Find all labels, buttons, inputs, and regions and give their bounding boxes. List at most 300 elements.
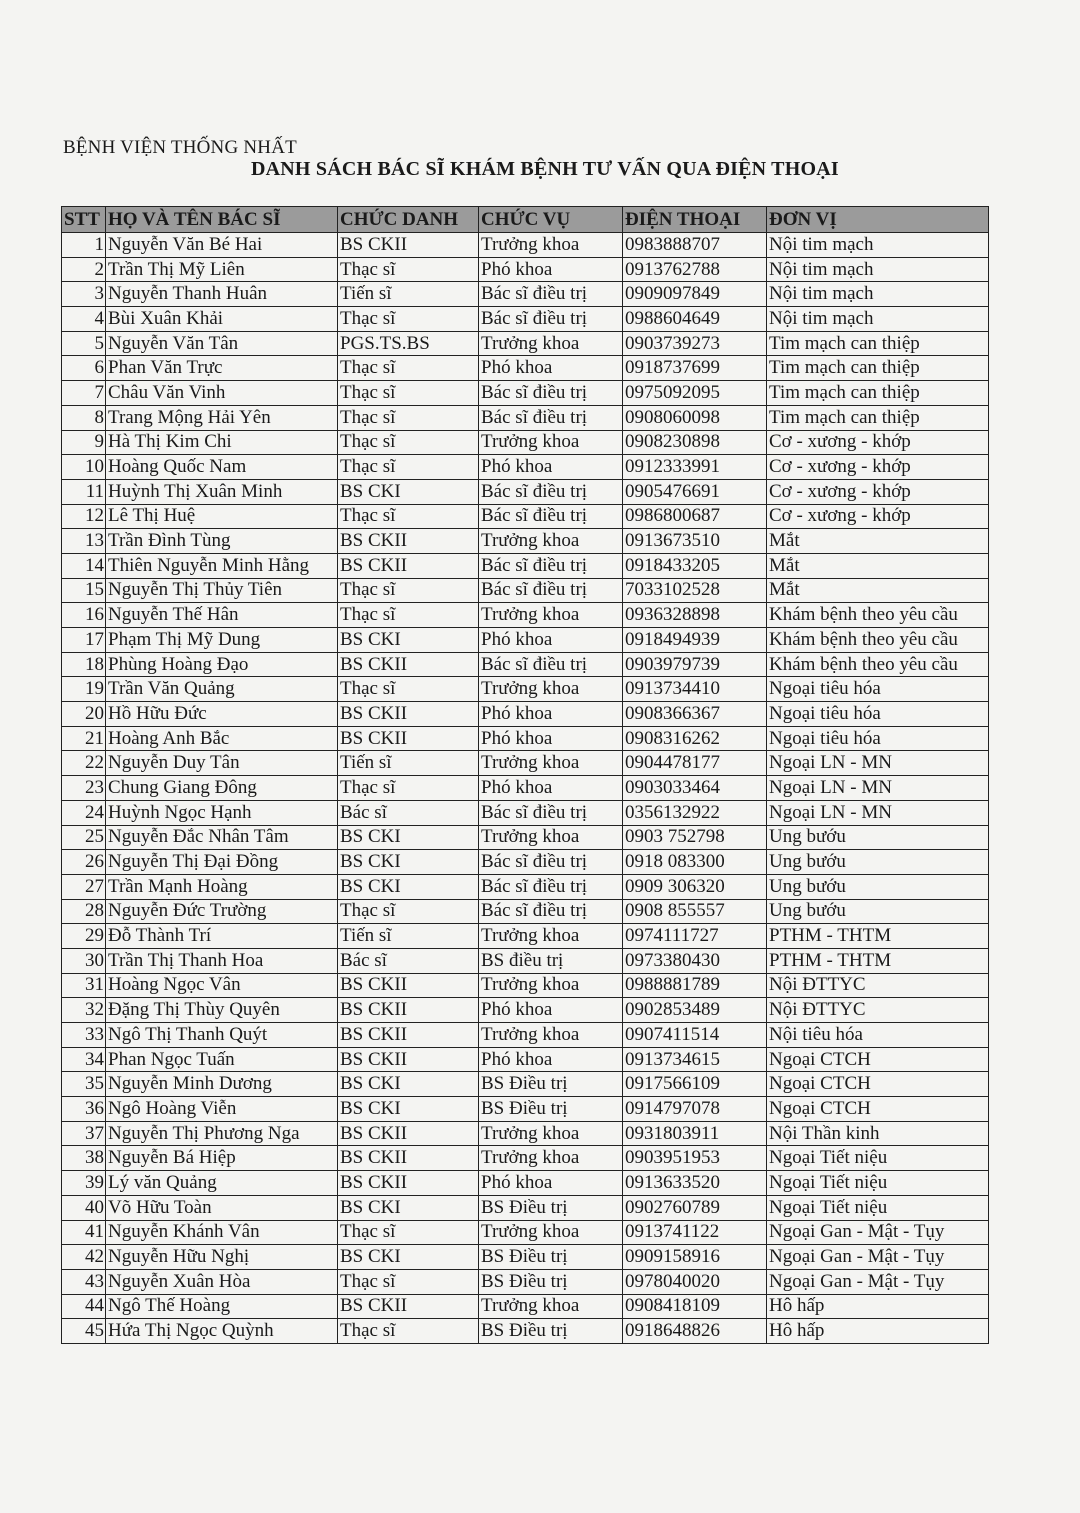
- table-row: [62, 307, 989, 332]
- table-row: [62, 257, 989, 282]
- table-row: [62, 1047, 989, 1072]
- cell-unit: Ngoại CTCH: [767, 1047, 989, 1072]
- cell-title: BS CKI: [338, 850, 479, 875]
- cell-unit: Cơ - xương - khớp: [767, 455, 989, 480]
- cell-title: BS CKII: [338, 998, 479, 1023]
- cell-stt: 26: [62, 850, 106, 875]
- cell-title: Thạc sĩ: [338, 603, 479, 628]
- cell-title: BS CKI: [338, 825, 479, 850]
- cell-title: BS CKII: [338, 652, 479, 677]
- cell-title: BS CKI: [338, 874, 479, 899]
- cell-title: Thạc sĩ: [338, 1220, 479, 1245]
- cell-name: Nguyễn Khánh Vân: [106, 1220, 338, 1245]
- cell-name: Nguyễn Xuân Hòa: [106, 1269, 338, 1294]
- cell-position: Trưởng khoa: [479, 973, 623, 998]
- cell-phone: 0983888707: [623, 233, 767, 258]
- cell-phone: 0909097849: [623, 282, 767, 307]
- cell-position: BS Điều trị: [479, 1097, 623, 1122]
- cell-position: Bác sĩ điều trị: [479, 578, 623, 603]
- cell-stt: 12: [62, 504, 106, 529]
- cell-phone: 0905476691: [623, 479, 767, 504]
- cell-position: BS Điều trị: [479, 1269, 623, 1294]
- table-row: [62, 1220, 989, 1245]
- cell-unit: Ngoại CTCH: [767, 1097, 989, 1122]
- cell-unit: Nội tiêu hóa: [767, 1023, 989, 1048]
- cell-stt: 28: [62, 899, 106, 924]
- cell-title: BS CKII: [338, 1121, 479, 1146]
- cell-unit: PTHM - THTM: [767, 948, 989, 973]
- cell-phone: 0908366367: [623, 702, 767, 727]
- cell-position: Trưởng khoa: [479, 1294, 623, 1319]
- cell-phone: 0913633520: [623, 1171, 767, 1196]
- cell-title: Thạc sĩ: [338, 430, 479, 455]
- cell-stt: 25: [62, 825, 106, 850]
- cell-name: Trần Mạnh Hoàng: [106, 874, 338, 899]
- header-name: HỌ VÀ TÊN BÁC SĨ: [106, 207, 338, 233]
- table-row: [62, 1171, 989, 1196]
- table-row: [62, 702, 989, 727]
- cell-position: Trưởng khoa: [479, 751, 623, 776]
- cell-phone: 0908316262: [623, 726, 767, 751]
- cell-unit: Ung bướu: [767, 874, 989, 899]
- header-phone: ĐIỆN THOẠI: [623, 207, 767, 233]
- cell-title: BS CKI: [338, 1097, 479, 1122]
- table-row: [62, 850, 989, 875]
- cell-title: BS CKI: [338, 1195, 479, 1220]
- cell-phone: 0918433205: [623, 553, 767, 578]
- table-body: [62, 233, 989, 1344]
- cell-position: Bác sĩ điều trị: [479, 800, 623, 825]
- cell-title: BS CKI: [338, 628, 479, 653]
- cell-name: Ngô Thế Hoàng: [106, 1294, 338, 1319]
- cell-title: BS CKII: [338, 553, 479, 578]
- table-row: [62, 874, 989, 899]
- table-row: [62, 1319, 989, 1344]
- table-row: [62, 1121, 989, 1146]
- cell-unit: Ngoại tiêu hóa: [767, 702, 989, 727]
- cell-name: Nguyễn Đức Trường: [106, 899, 338, 924]
- cell-title: BS CKII: [338, 726, 479, 751]
- cell-name: Võ Hữu Toàn: [106, 1195, 338, 1220]
- table-row: [62, 282, 989, 307]
- cell-phone: 7033102528: [623, 578, 767, 603]
- table-row: [62, 356, 989, 381]
- cell-position: Trưởng khoa: [479, 1121, 623, 1146]
- table-row: [62, 1269, 989, 1294]
- cell-stt: 27: [62, 874, 106, 899]
- cell-name: Chung Giang Đông: [106, 776, 338, 801]
- cell-title: Thạc sĩ: [338, 356, 479, 381]
- cell-unit: Cơ - xương - khớp: [767, 504, 989, 529]
- cell-unit: Hô hấp: [767, 1319, 989, 1344]
- cell-phone: 0918648826: [623, 1319, 767, 1344]
- cell-title: Thạc sĩ: [338, 504, 479, 529]
- cell-position: BS Điều trị: [479, 1072, 623, 1097]
- cell-phone: 0909 306320: [623, 874, 767, 899]
- cell-phone: 0918737699: [623, 356, 767, 381]
- table-row: [62, 1245, 989, 1270]
- cell-name: Trần Thị Mỹ Liên: [106, 257, 338, 282]
- cell-phone: 0908230898: [623, 430, 767, 455]
- cell-stt: 11: [62, 479, 106, 504]
- cell-name: Thiên Nguyễn Minh Hằng: [106, 553, 338, 578]
- cell-unit: Nội ĐTTYC: [767, 998, 989, 1023]
- cell-title: BS CKII: [338, 702, 479, 727]
- cell-name: Hoàng Ngọc Vân: [106, 973, 338, 998]
- cell-phone: 0908418109: [623, 1294, 767, 1319]
- cell-stt: 40: [62, 1195, 106, 1220]
- table-row: [62, 331, 989, 356]
- cell-position: Phó khoa: [479, 726, 623, 751]
- cell-stt: 10: [62, 455, 106, 480]
- cell-unit: Nội tim mạch: [767, 307, 989, 332]
- cell-position: Phó khoa: [479, 257, 623, 282]
- cell-name: Nguyễn Thị Đại Đồng: [106, 850, 338, 875]
- cell-phone: 0903739273: [623, 331, 767, 356]
- cell-name: Hứa Thị Ngọc Quỳnh: [106, 1319, 338, 1344]
- cell-name: Trang Mộng Hải Yên: [106, 405, 338, 430]
- table-row: [62, 1072, 989, 1097]
- cell-phone: 0978040020: [623, 1269, 767, 1294]
- cell-position: BS Điều trị: [479, 1195, 623, 1220]
- cell-position: Bác sĩ điều trị: [479, 553, 623, 578]
- cell-name: Đỗ Thành Trí: [106, 924, 338, 949]
- cell-phone: 0988604649: [623, 307, 767, 332]
- cell-name: Hoàng Quốc Nam: [106, 455, 338, 480]
- cell-stt: 9: [62, 430, 106, 455]
- cell-name: Nguyễn Văn Tân: [106, 331, 338, 356]
- cell-position: Trưởng khoa: [479, 1023, 623, 1048]
- cell-title: Tiến sĩ: [338, 924, 479, 949]
- cell-name: Trần Thị Thanh Hoa: [106, 948, 338, 973]
- cell-unit: Khám bệnh theo yêu cầu: [767, 652, 989, 677]
- cell-title: Thạc sĩ: [338, 1319, 479, 1344]
- cell-title: Thạc sĩ: [338, 307, 479, 332]
- cell-position: Trưởng khoa: [479, 529, 623, 554]
- cell-position: Bác sĩ điều trị: [479, 899, 623, 924]
- cell-name: Nguyễn Thanh Huân: [106, 282, 338, 307]
- cell-phone: 0902853489: [623, 998, 767, 1023]
- cell-phone: 0902760789: [623, 1195, 767, 1220]
- cell-name: Nguyễn Thế Hân: [106, 603, 338, 628]
- cell-stt: 22: [62, 751, 106, 776]
- table-row: [62, 726, 989, 751]
- cell-title: Thạc sĩ: [338, 405, 479, 430]
- table-row: [62, 479, 989, 504]
- cell-phone: 0903979739: [623, 652, 767, 677]
- cell-position: BS Điều trị: [479, 1319, 623, 1344]
- cell-title: BS CKII: [338, 233, 479, 258]
- table-row: [62, 948, 989, 973]
- cell-unit: Ngoại LN - MN: [767, 751, 989, 776]
- cell-position: Trưởng khoa: [479, 430, 623, 455]
- cell-name: Phùng Hoàng Đạo: [106, 652, 338, 677]
- cell-position: Bác sĩ điều trị: [479, 652, 623, 677]
- cell-stt: 42: [62, 1245, 106, 1270]
- cell-unit: Tim mạch can thiệp: [767, 331, 989, 356]
- cell-stt: 33: [62, 1023, 106, 1048]
- cell-name: Nguyễn Thị Thủy Tiên: [106, 578, 338, 603]
- cell-stt: 38: [62, 1146, 106, 1171]
- cell-stt: 18: [62, 652, 106, 677]
- cell-position: Bác sĩ điều trị: [479, 504, 623, 529]
- cell-name: Ngô Thị Thanh Quýt: [106, 1023, 338, 1048]
- cell-phone: 0918 083300: [623, 850, 767, 875]
- cell-stt: 32: [62, 998, 106, 1023]
- table-row: [62, 578, 989, 603]
- table-row: [62, 825, 989, 850]
- hospital-name: BỆNH VIỆN THỐNG NHẤT: [63, 137, 297, 158]
- cell-unit: Khám bệnh theo yêu cầu: [767, 603, 989, 628]
- document-title: DANH SÁCH BÁC SĨ KHÁM BỆNH TƯ VẤN QUA ĐIỆN THOẠI: [251, 158, 839, 180]
- table-row: [62, 1146, 989, 1171]
- cell-phone: 0903033464: [623, 776, 767, 801]
- cell-stt: 24: [62, 800, 106, 825]
- cell-title: Tiến sĩ: [338, 751, 479, 776]
- cell-stt: 6: [62, 356, 106, 381]
- cell-stt: 31: [62, 973, 106, 998]
- table-row: [62, 899, 989, 924]
- table-row: [62, 233, 989, 258]
- cell-position: Phó khoa: [479, 702, 623, 727]
- cell-title: Thạc sĩ: [338, 677, 479, 702]
- cell-title: BS CKI: [338, 479, 479, 504]
- doctor-table: [61, 206, 989, 1344]
- cell-unit: Cơ - xương - khớp: [767, 479, 989, 504]
- cell-unit: Mắt: [767, 553, 989, 578]
- cell-position: Trưởng khoa: [479, 924, 623, 949]
- table-row: [62, 800, 989, 825]
- cell-position: Bác sĩ điều trị: [479, 850, 623, 875]
- cell-unit: Ngoại Tiết niệu: [767, 1146, 989, 1171]
- cell-phone: 0931803911: [623, 1121, 767, 1146]
- cell-position: Trưởng khoa: [479, 233, 623, 258]
- cell-unit: Ung bướu: [767, 825, 989, 850]
- cell-position: Phó khoa: [479, 776, 623, 801]
- cell-title: BS CKII: [338, 1171, 479, 1196]
- cell-unit: Nội tim mạch: [767, 233, 989, 258]
- cell-position: BS Điều trị: [479, 1245, 623, 1270]
- cell-name: Phan Văn Trực: [106, 356, 338, 381]
- cell-stt: 30: [62, 948, 106, 973]
- cell-title: Thạc sĩ: [338, 578, 479, 603]
- cell-title: Thạc sĩ: [338, 381, 479, 406]
- cell-title: BS CKII: [338, 529, 479, 554]
- cell-position: Bác sĩ điều trị: [479, 282, 623, 307]
- cell-phone: 0913762788: [623, 257, 767, 282]
- cell-name: Nguyễn Duy Tân: [106, 751, 338, 776]
- cell-name: Đặng Thị Thùy Quyên: [106, 998, 338, 1023]
- cell-unit: Nội ĐTTYC: [767, 973, 989, 998]
- cell-title: BS CKII: [338, 1047, 479, 1072]
- cell-name: Bùi Xuân Khải: [106, 307, 338, 332]
- cell-unit: Ngoại tiêu hóa: [767, 677, 989, 702]
- cell-name: Trần Đình Tùng: [106, 529, 338, 554]
- cell-phone: 0973380430: [623, 948, 767, 973]
- cell-phone: 0914797078: [623, 1097, 767, 1122]
- table-row: [62, 381, 989, 406]
- cell-stt: 2: [62, 257, 106, 282]
- cell-unit: Ung bướu: [767, 899, 989, 924]
- table-row: [62, 751, 989, 776]
- cell-phone: 0975092095: [623, 381, 767, 406]
- cell-position: Trưởng khoa: [479, 1220, 623, 1245]
- cell-unit: PTHM - THTM: [767, 924, 989, 949]
- cell-position: Trưởng khoa: [479, 677, 623, 702]
- table-row: [62, 1195, 989, 1220]
- cell-unit: Nội tim mạch: [767, 282, 989, 307]
- cell-title: BS CKII: [338, 1023, 479, 1048]
- cell-unit: Cơ - xương - khớp: [767, 430, 989, 455]
- cell-name: Châu Văn Vinh: [106, 381, 338, 406]
- cell-position: Trưởng khoa: [479, 331, 623, 356]
- cell-name: Nguyễn Bá Hiệp: [106, 1146, 338, 1171]
- cell-phone: 0918494939: [623, 628, 767, 653]
- cell-position: Bác sĩ điều trị: [479, 874, 623, 899]
- table-row: [62, 504, 989, 529]
- cell-stt: 19: [62, 677, 106, 702]
- cell-unit: Ngoại LN - MN: [767, 800, 989, 825]
- cell-unit: Ngoại LN - MN: [767, 776, 989, 801]
- cell-unit: Tim mạch can thiệp: [767, 405, 989, 430]
- cell-stt: 23: [62, 776, 106, 801]
- cell-phone: 0912333991: [623, 455, 767, 480]
- cell-title: Tiến sĩ: [338, 282, 479, 307]
- cell-name: Nguyễn Đắc Nhân Tâm: [106, 825, 338, 850]
- cell-title: PGS.TS.BS: [338, 331, 479, 356]
- cell-position: Trưởng khoa: [479, 825, 623, 850]
- cell-name: Lý văn Quảng: [106, 1171, 338, 1196]
- cell-name: Phan Ngọc Tuấn: [106, 1047, 338, 1072]
- cell-title: Thạc sĩ: [338, 1269, 479, 1294]
- cell-position: Bác sĩ điều trị: [479, 381, 623, 406]
- cell-position: Phó khoa: [479, 998, 623, 1023]
- table-row: [62, 603, 989, 628]
- cell-stt: 36: [62, 1097, 106, 1122]
- table-row: [62, 677, 989, 702]
- cell-position: Bác sĩ điều trị: [479, 307, 623, 332]
- cell-stt: 44: [62, 1294, 106, 1319]
- table-row: [62, 776, 989, 801]
- table-row: [62, 924, 989, 949]
- cell-unit: Ngoại Gan - Mật - Tụy: [767, 1245, 989, 1270]
- cell-unit: Ung bướu: [767, 850, 989, 875]
- cell-position: Trưởng khoa: [479, 1146, 623, 1171]
- cell-unit: Ngoại Gan - Mật - Tụy: [767, 1220, 989, 1245]
- cell-phone: 0909158916: [623, 1245, 767, 1270]
- cell-title: Thạc sĩ: [338, 899, 479, 924]
- cell-title: Bác sĩ: [338, 948, 479, 973]
- cell-stt: 15: [62, 578, 106, 603]
- cell-unit: Ngoại Tiết niệu: [767, 1171, 989, 1196]
- cell-stt: 14: [62, 553, 106, 578]
- table-row: [62, 973, 989, 998]
- cell-stt: 45: [62, 1319, 106, 1344]
- table-row: [62, 430, 989, 455]
- table-row: [62, 529, 989, 554]
- cell-unit: Nội Thần kinh: [767, 1121, 989, 1146]
- header-position: CHỨC VỤ: [479, 207, 623, 233]
- cell-position: Bác sĩ điều trị: [479, 405, 623, 430]
- cell-name: Nguyễn Thị Phương Nga: [106, 1121, 338, 1146]
- cell-position: Phó khoa: [479, 1047, 623, 1072]
- cell-name: Hồ Hữu Đức: [106, 702, 338, 727]
- cell-unit: Ngoại CTCH: [767, 1072, 989, 1097]
- cell-stt: 34: [62, 1047, 106, 1072]
- table-row: [62, 553, 989, 578]
- cell-phone: 0913673510: [623, 529, 767, 554]
- cell-phone: 0936328898: [623, 603, 767, 628]
- cell-stt: 5: [62, 331, 106, 356]
- cell-stt: 37: [62, 1121, 106, 1146]
- cell-position: Phó khoa: [479, 628, 623, 653]
- cell-phone: 0988881789: [623, 973, 767, 998]
- cell-name: Nguyễn Hữu Nghị: [106, 1245, 338, 1270]
- cell-name: Huỳnh Ngọc Hạnh: [106, 800, 338, 825]
- cell-phone: 0986800687: [623, 504, 767, 529]
- cell-title: Thạc sĩ: [338, 257, 479, 282]
- cell-position: Bác sĩ điều trị: [479, 479, 623, 504]
- cell-stt: 4: [62, 307, 106, 332]
- cell-stt: 21: [62, 726, 106, 751]
- cell-stt: 20: [62, 702, 106, 727]
- table-row: [62, 998, 989, 1023]
- header-title: CHỨC DANH: [338, 207, 479, 233]
- cell-unit: Nội tim mạch: [767, 257, 989, 282]
- cell-unit: Mắt: [767, 578, 989, 603]
- cell-title: Bác sĩ: [338, 800, 479, 825]
- cell-phone: 0903951953: [623, 1146, 767, 1171]
- table-row: [62, 1023, 989, 1048]
- cell-unit: Ngoại Tiết niệu: [767, 1195, 989, 1220]
- cell-name: Lê Thị Huệ: [106, 504, 338, 529]
- table-row: [62, 652, 989, 677]
- cell-stt: 8: [62, 405, 106, 430]
- cell-phone: 0904478177: [623, 751, 767, 776]
- cell-unit: Ngoại tiêu hóa: [767, 726, 989, 751]
- cell-stt: 41: [62, 1220, 106, 1245]
- cell-phone: 0913734410: [623, 677, 767, 702]
- cell-stt: 17: [62, 628, 106, 653]
- cell-phone: 0908060098: [623, 405, 767, 430]
- cell-title: BS CKI: [338, 1245, 479, 1270]
- table-row: [62, 1294, 989, 1319]
- cell-unit: Tim mạch can thiệp: [767, 381, 989, 406]
- cell-phone: 0356132922: [623, 800, 767, 825]
- cell-phone: 0908 855557: [623, 899, 767, 924]
- cell-name: Nguyễn Văn Bé Hai: [106, 233, 338, 258]
- table-row: [62, 628, 989, 653]
- cell-phone: 0917566109: [623, 1072, 767, 1097]
- cell-title: BS CKII: [338, 973, 479, 998]
- cell-stt: 13: [62, 529, 106, 554]
- cell-unit: Ngoại Gan - Mật - Tụy: [767, 1269, 989, 1294]
- cell-name: Nguyễn Minh Dương: [106, 1072, 338, 1097]
- cell-name: Ngô Hoàng Viễn: [106, 1097, 338, 1122]
- cell-position: Phó khoa: [479, 1171, 623, 1196]
- table-header-row: [62, 207, 989, 233]
- cell-stt: 1: [62, 233, 106, 258]
- table-row: [62, 1097, 989, 1122]
- cell-title: BS CKI: [338, 1072, 479, 1097]
- cell-stt: 3: [62, 282, 106, 307]
- cell-name: Hà Thị Kim Chi: [106, 430, 338, 455]
- cell-phone: 0907411514: [623, 1023, 767, 1048]
- cell-unit: Khám bệnh theo yêu cầu: [767, 628, 989, 653]
- cell-phone: 0903 752798: [623, 825, 767, 850]
- cell-stt: 43: [62, 1269, 106, 1294]
- cell-name: Phạm Thị Mỹ Dung: [106, 628, 338, 653]
